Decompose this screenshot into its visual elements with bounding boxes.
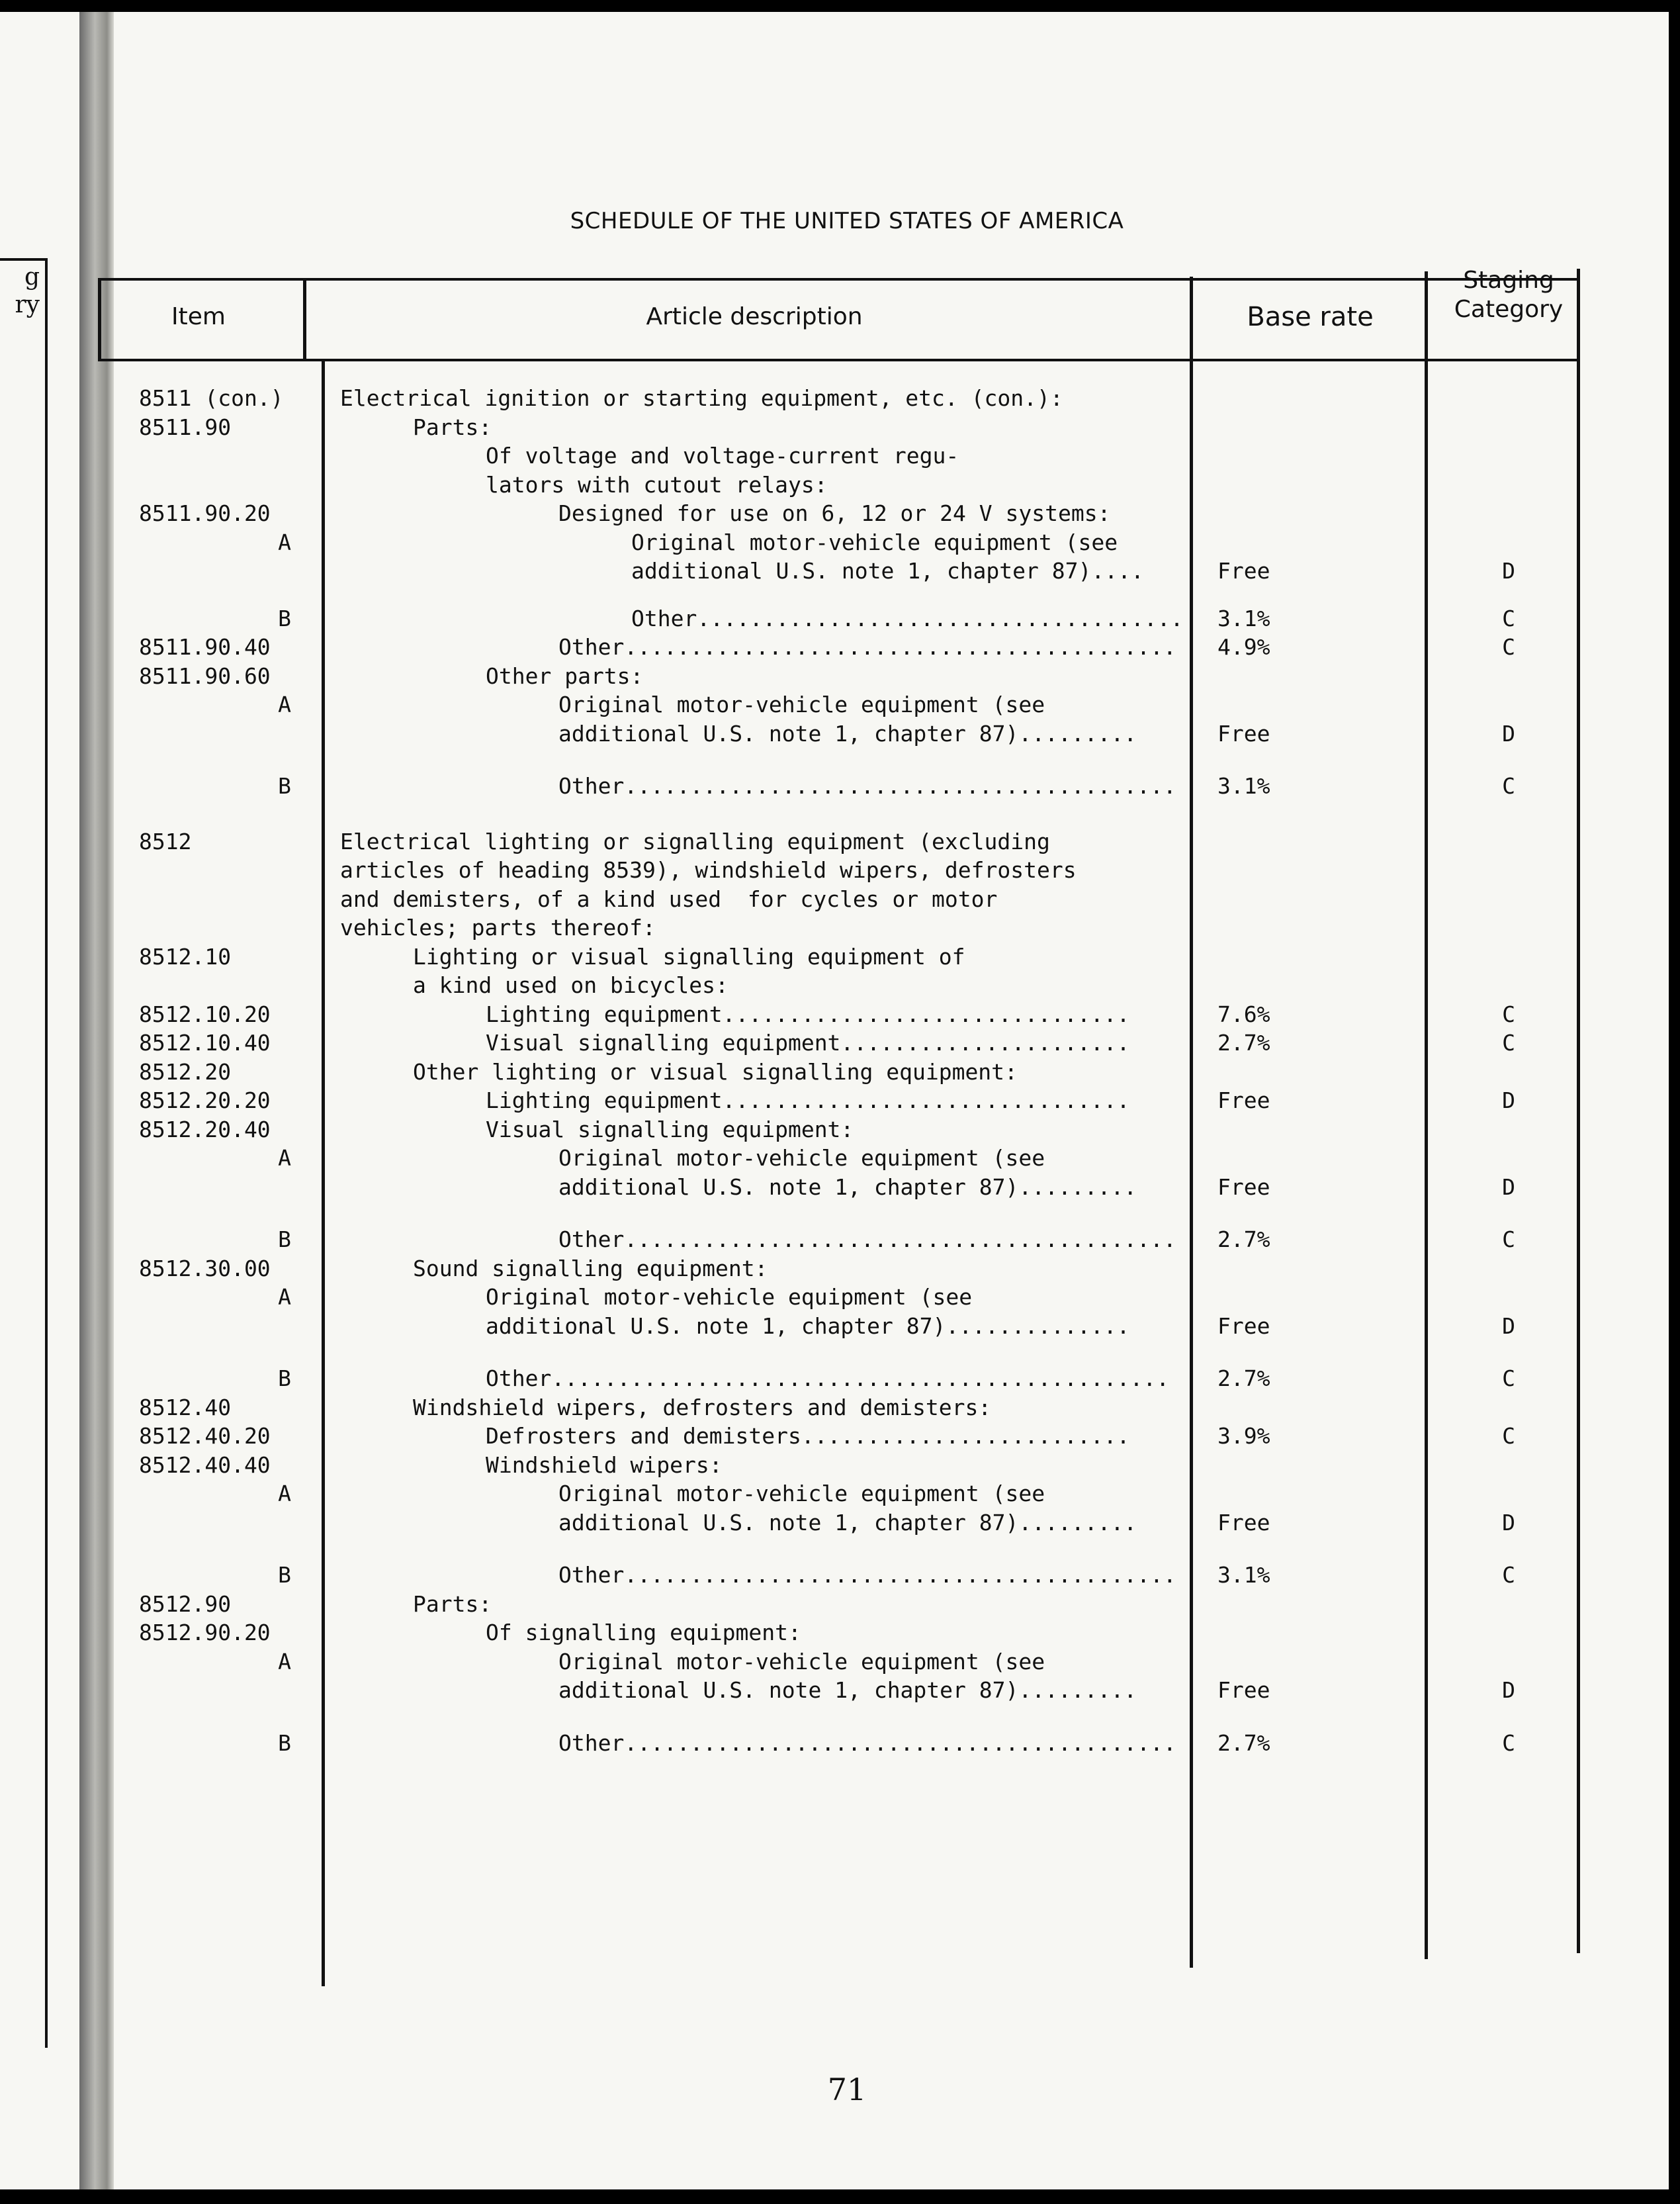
staging-category: C [1502,1729,1515,1756]
article-description: and demisters, of a kind used for cycles or motor [340,886,998,912]
article-description: Of voltage and voltage-current regu- [486,443,959,469]
item-subdivision: B [278,773,291,799]
table-row [0,1115,1669,1144]
table-row [0,662,1669,691]
item-code: 8512.90 [139,1590,232,1617]
staging-category: D [1502,1087,1515,1113]
article-description: vehicles; parts thereof: [340,915,656,941]
table-row [0,1029,1669,1058]
item-code: 8511.90.40 [139,634,271,660]
article-description: Original motor-vehicle equipment (see [558,1145,1045,1171]
table-left-rule [98,278,101,361]
base-rate: 3.1% [1217,605,1270,631]
table-row [0,971,1669,1000]
staging-category: D [1502,720,1515,747]
article-description: Original motor-vehicle equipment (see [558,692,1045,717]
table-row [0,441,1669,471]
table-row [0,1479,1669,1508]
header-staging-line: Staging [1463,267,1554,294]
article-description: Other.......................................... [558,1729,1176,1756]
base-rate: 3.1% [1217,1562,1270,1588]
item-subdivision: A [278,1284,291,1310]
table-top-rule [98,278,1580,281]
item-subdivision: A [278,529,291,555]
previous-page-fragment-line: ry [15,291,40,318]
item-code: 8511.90 [139,414,232,440]
table-row [0,1393,1669,1422]
item-subdivision: B [278,1562,291,1588]
table-row [0,499,1669,528]
table-row [0,1676,1669,1705]
item-code: 8512 [139,828,192,854]
staging-category: D [1502,1509,1515,1536]
table-row [0,942,1669,972]
item-subdivision: B [278,605,291,631]
header-staging-line: Category [1454,296,1564,323]
article-description: Other lighting or visual signalling equipment: [413,1058,1018,1085]
header-item: Item [171,303,226,330]
staging-category: D [1502,1173,1515,1200]
base-rate: Free [1217,558,1270,584]
article-description: Other parts: [486,663,644,689]
table-row [0,471,1669,500]
base-rate: Free [1217,720,1270,747]
table-row [0,413,1669,442]
article-description: Visual signalling equipment: [486,1116,854,1142]
item-column-rule [303,278,306,361]
base-rate: Free [1217,1087,1270,1113]
item-code: 8512.90.20 [139,1620,271,1645]
table-row [0,1729,1669,1758]
item-code: 8512.20.40 [139,1116,271,1142]
item-subdivision: A [278,1481,291,1506]
base-rate: 2.7% [1217,1226,1270,1252]
staging-category: C [1502,1001,1515,1027]
staging-category: C [1502,605,1515,631]
article-description: Original motor-vehicle equipment (see [486,1284,973,1310]
header-bottom-rule [98,359,1580,361]
article-description: Windshield wipers: [486,1451,723,1478]
article-description: additional U.S. note 1, chapter 87)......... [558,1173,1137,1200]
base-rate: 2.7% [1217,1365,1270,1391]
table-row [0,913,1669,942]
article-description: additional U.S. note 1, chapter 87)......... [558,1677,1137,1703]
staging-category: D [1502,1312,1515,1339]
article-description: Designed for use on 6, 12 or 24 V systems: [558,500,1111,526]
item-code: 8512.30.00 [139,1255,271,1281]
item-code: 8512.10.20 [139,1001,271,1027]
header-article-description: Article description [646,303,863,330]
article-description: Original motor-vehicle equipment (see [558,1481,1045,1506]
table-row [0,885,1669,914]
staging-category: C [1502,1562,1515,1588]
table-row [0,1058,1669,1087]
staging-category: C [1502,773,1515,799]
item-code: 8511.90.20 [139,500,271,526]
article-description: Parts: [413,414,492,440]
article-description: Other.......................................... [558,773,1176,799]
table-row [0,1283,1669,1312]
item-code: 8512.20 [139,1058,232,1085]
article-description: Electrical ignition or starting equipment, etc. (con.): [340,385,1063,411]
item-code: 8512.40 [139,1394,232,1420]
article-description: articles of heading 8539), windshield wipers, defrosters [340,857,1077,883]
table-row [0,1144,1669,1173]
table-row [0,528,1669,557]
item-subdivision: B [278,1226,291,1252]
base-rate: 2.7% [1217,1729,1270,1756]
staging-category: C [1502,1365,1515,1391]
table-row [0,772,1669,801]
table-row [0,1000,1669,1029]
table-row [0,557,1669,586]
article-description: Windshield wipers, defrosters and demisters: [413,1394,992,1420]
base-rate: 3.1% [1217,773,1270,799]
article-description: additional U.S. note 1, chapter 87).... [631,558,1144,584]
table-row [0,690,1669,719]
article-description: Defrosters and demisters......................... [486,1423,1130,1449]
table-row [0,1647,1669,1676]
page-number: 71 [827,2072,867,2107]
item-code: 8512.20.20 [139,1087,271,1113]
table-row [0,856,1669,885]
table-row [0,1173,1669,1202]
article-description: Other............................................... [486,1365,1170,1391]
staging-category: C [1502,1423,1515,1449]
item-subdivision: B [278,1729,291,1756]
item-code: 8512.40.40 [139,1451,271,1478]
base-rate: 7.6% [1217,1001,1270,1027]
document-page [0,12,1669,2189]
table-row [0,1364,1669,1393]
item-code: 8511.90.60 [139,663,271,689]
base-rate: 4.9% [1217,634,1270,660]
item-subdivision: A [278,692,291,717]
article-description: additional U.S. note 1, chapter 87).............. [486,1312,1130,1339]
base-rate: Free [1217,1677,1270,1703]
item-code: 8512.40.20 [139,1423,271,1449]
base-rate: 3.9% [1217,1423,1270,1449]
item-subdivision: A [278,1648,291,1675]
item-code: 8511 (con.) [139,385,284,411]
item-subdivision: A [278,1145,291,1171]
table-row [0,1254,1669,1283]
article-description: Sound signalling equipment: [413,1255,768,1281]
article-description: Original motor-vehicle equipment (see [558,1648,1045,1675]
article-description: lators with cutout relays: [486,471,828,498]
staging-category: C [1502,1226,1515,1252]
article-description: Other..................................... [631,605,1184,631]
base-rate: Free [1217,1312,1270,1339]
article-description: Other.......................................... [558,634,1176,660]
article-description: Parts: [413,1590,492,1617]
article-description: Lighting equipment............................... [486,1087,1130,1113]
table-row [0,1086,1669,1115]
article-description: additional U.S. note 1, chapter 87)......... [558,720,1137,747]
table-row [0,1561,1669,1590]
previous-page-fragment [0,263,40,319]
previous-page-fragment-line: g [24,263,40,291]
base-rate: 2.7% [1217,1030,1270,1056]
table-row [0,633,1669,662]
article-description: Original motor-vehicle equipment (see [631,529,1118,555]
table-row [0,384,1669,413]
item-subdivision: B [278,1365,291,1391]
header-base-rate: Base rate [1247,302,1374,332]
article-description: additional U.S. note 1, chapter 87)......... [558,1509,1137,1536]
item-code: 8512.10 [139,943,232,970]
table-row [0,1590,1669,1619]
base-rate: Free [1217,1173,1270,1200]
table-row [0,1312,1669,1341]
article-description: Lighting equipment............................... [486,1001,1130,1027]
staging-category: C [1502,1030,1515,1056]
page-title: SCHEDULE OF THE UNITED STATES OF AMERICA [570,208,1124,234]
table-row [0,1422,1669,1451]
article-description: Other.......................................... [558,1226,1176,1252]
table-row [0,604,1669,633]
header-staging-category [1429,266,1588,324]
article-description: Of signalling equipment: [486,1620,801,1645]
table-row [0,719,1669,749]
article-description: Lighting or visual signalling equipment of [413,943,965,970]
item-code: 8512.10.40 [139,1030,271,1056]
base-rate: Free [1217,1509,1270,1536]
table-row [0,1618,1669,1647]
table-row [0,1225,1669,1254]
table-row [0,1451,1669,1480]
article-description: Electrical lighting or signalling equipment (excluding [340,828,1050,854]
article-description: a kind used on bicycles: [413,972,729,998]
article-description: Visual signalling equipment...................... [486,1030,1130,1056]
table-row [0,827,1669,856]
staging-category: C [1502,634,1515,660]
staging-category: D [1502,558,1515,584]
staging-category: D [1502,1677,1515,1703]
table-row [0,1508,1669,1538]
article-description: Other.......................................... [558,1562,1176,1588]
